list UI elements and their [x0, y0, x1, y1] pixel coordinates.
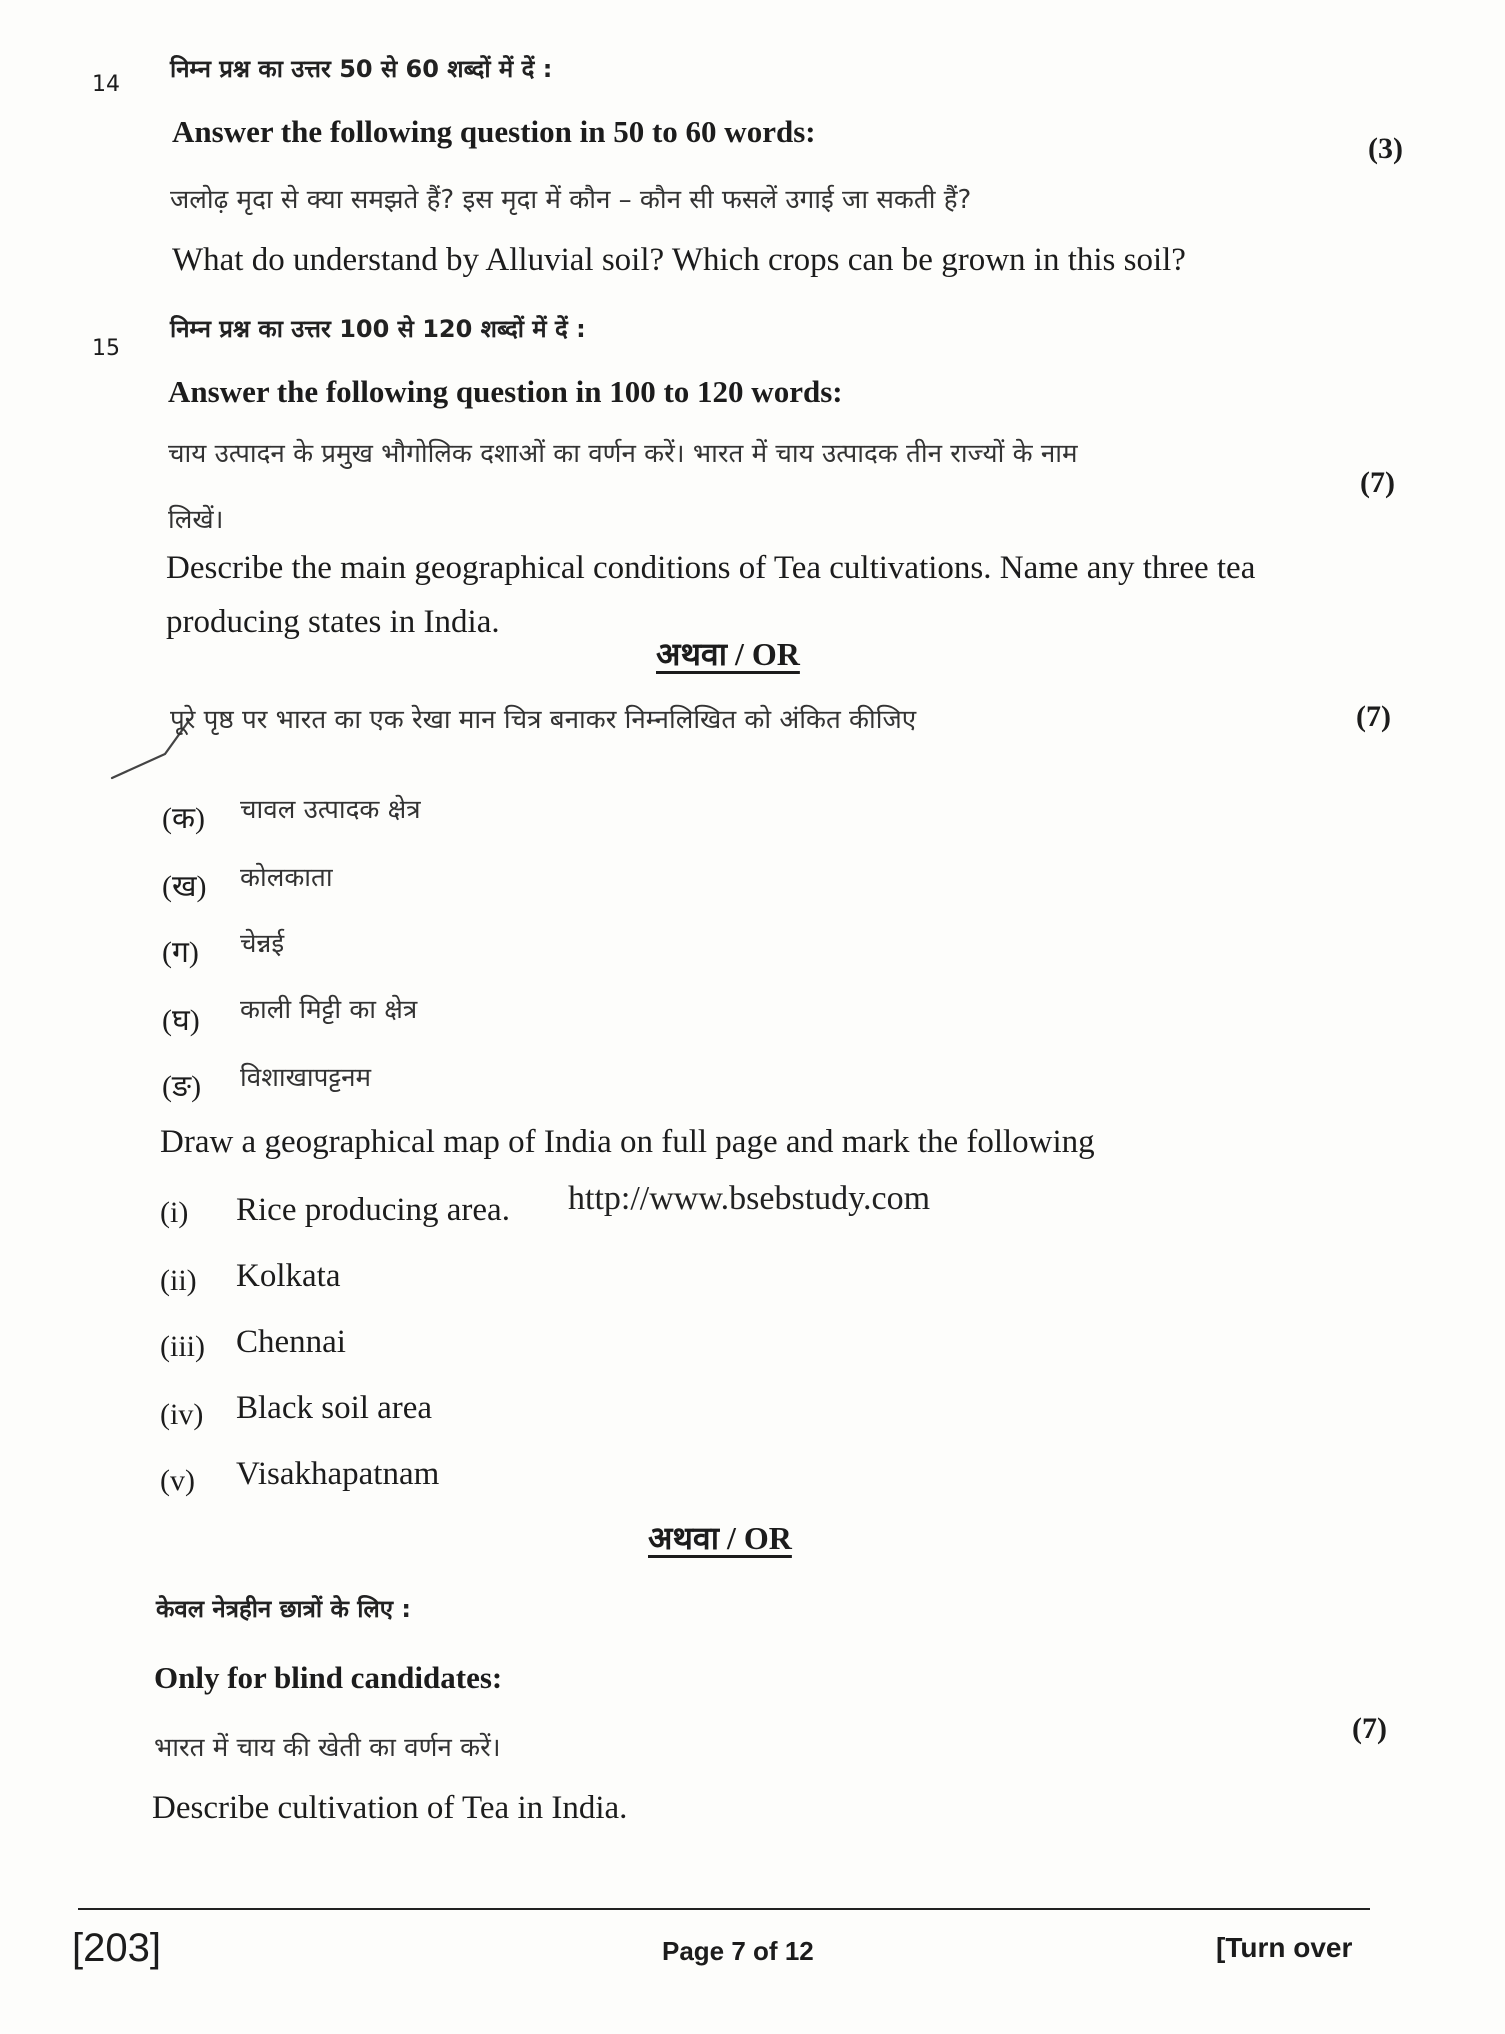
list-item-label: (iii) — [160, 1330, 205, 1363]
list-item: चावल उत्पादक क्षेत्र — [240, 795, 421, 825]
list-item: Rice producing area. — [236, 1192, 510, 1228]
list-item: चेन्नई — [240, 929, 285, 959]
question-14-english-question: What do understand by Alluvial soil? Which crops can be grown in this soil? — [172, 242, 1186, 278]
list-item-label: (घ) — [162, 1004, 200, 1037]
question-14-marks: (3) — [1368, 132, 1403, 165]
question-15-number: 15 — [92, 336, 120, 361]
list-item-label: (ख) — [162, 870, 207, 903]
question-14-number: 14 — [92, 72, 120, 97]
question-14-english-instruction: Answer the following question in 50 to 60 words: — [172, 114, 816, 149]
list-item: काली मिट्टी का क्षेत्र — [240, 995, 418, 1025]
question-15-hindi-instruction: निम्न प्रश्न का उत्तर 100 से 120 शब्दों में दें : — [170, 315, 586, 343]
list-item: Kolkata — [236, 1258, 341, 1294]
list-item: कोलकाता — [240, 863, 333, 893]
list-item-label: (ग) — [162, 936, 199, 969]
question-15-hindi-question-line1: चाय उत्पादन के प्रमुख भौगोलिक दशाओं का वर्णन करें। भारत में चाय उत्पादक तीन राज्यों के नाम — [168, 439, 1078, 469]
or-heading-1: अथवा / OR — [656, 636, 800, 672]
list-item-label: (ii) — [160, 1264, 197, 1297]
list-item: Black soil area — [236, 1390, 433, 1426]
page-number: Page 7 of 12 — [662, 1936, 814, 1966]
or2-hindi-question: भारत में चाय की खेती का वर्णन करें। — [154, 1733, 501, 1763]
question-15-english-instruction: Answer the following question in 100 to 120 words: — [168, 374, 843, 409]
question-14-hindi-question: जलोढ़ मृदा से क्या समझते हैं? इस मृदा में कौन – कौन सी फसलें उगाई जा सकती हैं? — [170, 185, 972, 215]
list-item: विशाखापट्टनम — [240, 1063, 372, 1093]
paper-code: [203] — [72, 1926, 161, 1970]
watermark-url: http://www.bsebstudy.com — [568, 1180, 931, 1217]
or1-english-instruction: Draw a geographical map of India on full page and mark the following — [160, 1124, 1095, 1160]
list-item: Chennai — [236, 1324, 346, 1360]
list-item-label: (v) — [160, 1464, 195, 1497]
question-15-marks: (7) — [1360, 466, 1395, 499]
list-item-label: (i) — [160, 1196, 189, 1229]
question-14-hindi-instruction: निम्न प्रश्न का उत्तर 50 से 60 शब्दों में दें : — [170, 55, 553, 83]
or2-english-instruction: Only for blind candidates: — [154, 1660, 503, 1695]
question-15-english-question-line2: producing states in India. — [166, 604, 500, 640]
list-item-label: (क) — [162, 802, 206, 835]
or1-hindi-instruction: पूरे पृष्ठ पर भारत का एक रेखा मान चित्र बनाकर निम्नलिखित को अंकित कीजिए — [170, 705, 917, 735]
or-heading-2: अथवा / OR — [648, 1520, 792, 1556]
list-item-label: (ङ) — [162, 1070, 202, 1103]
or2-hindi-instruction: केवल नेत्रहीन छात्रों के लिए : — [156, 1595, 411, 1623]
question-15-hindi-question-line2: लिखें। — [168, 505, 224, 535]
question-15-english-question-line1: Describe the main geographical conditions of Tea cultivations. Name any three tea — [166, 550, 1256, 586]
list-item-label: (iv) — [160, 1398, 204, 1431]
turn-over-note: [Turn over — [1216, 1932, 1353, 1963]
or1-marks: (7) — [1356, 700, 1391, 733]
footer-rule — [78, 1908, 1370, 1910]
or2-marks: (7) — [1352, 1712, 1387, 1745]
list-item: Visakhapatnam — [236, 1456, 440, 1492]
or2-english-question: Describe cultivation of Tea in India. — [152, 1790, 628, 1826]
